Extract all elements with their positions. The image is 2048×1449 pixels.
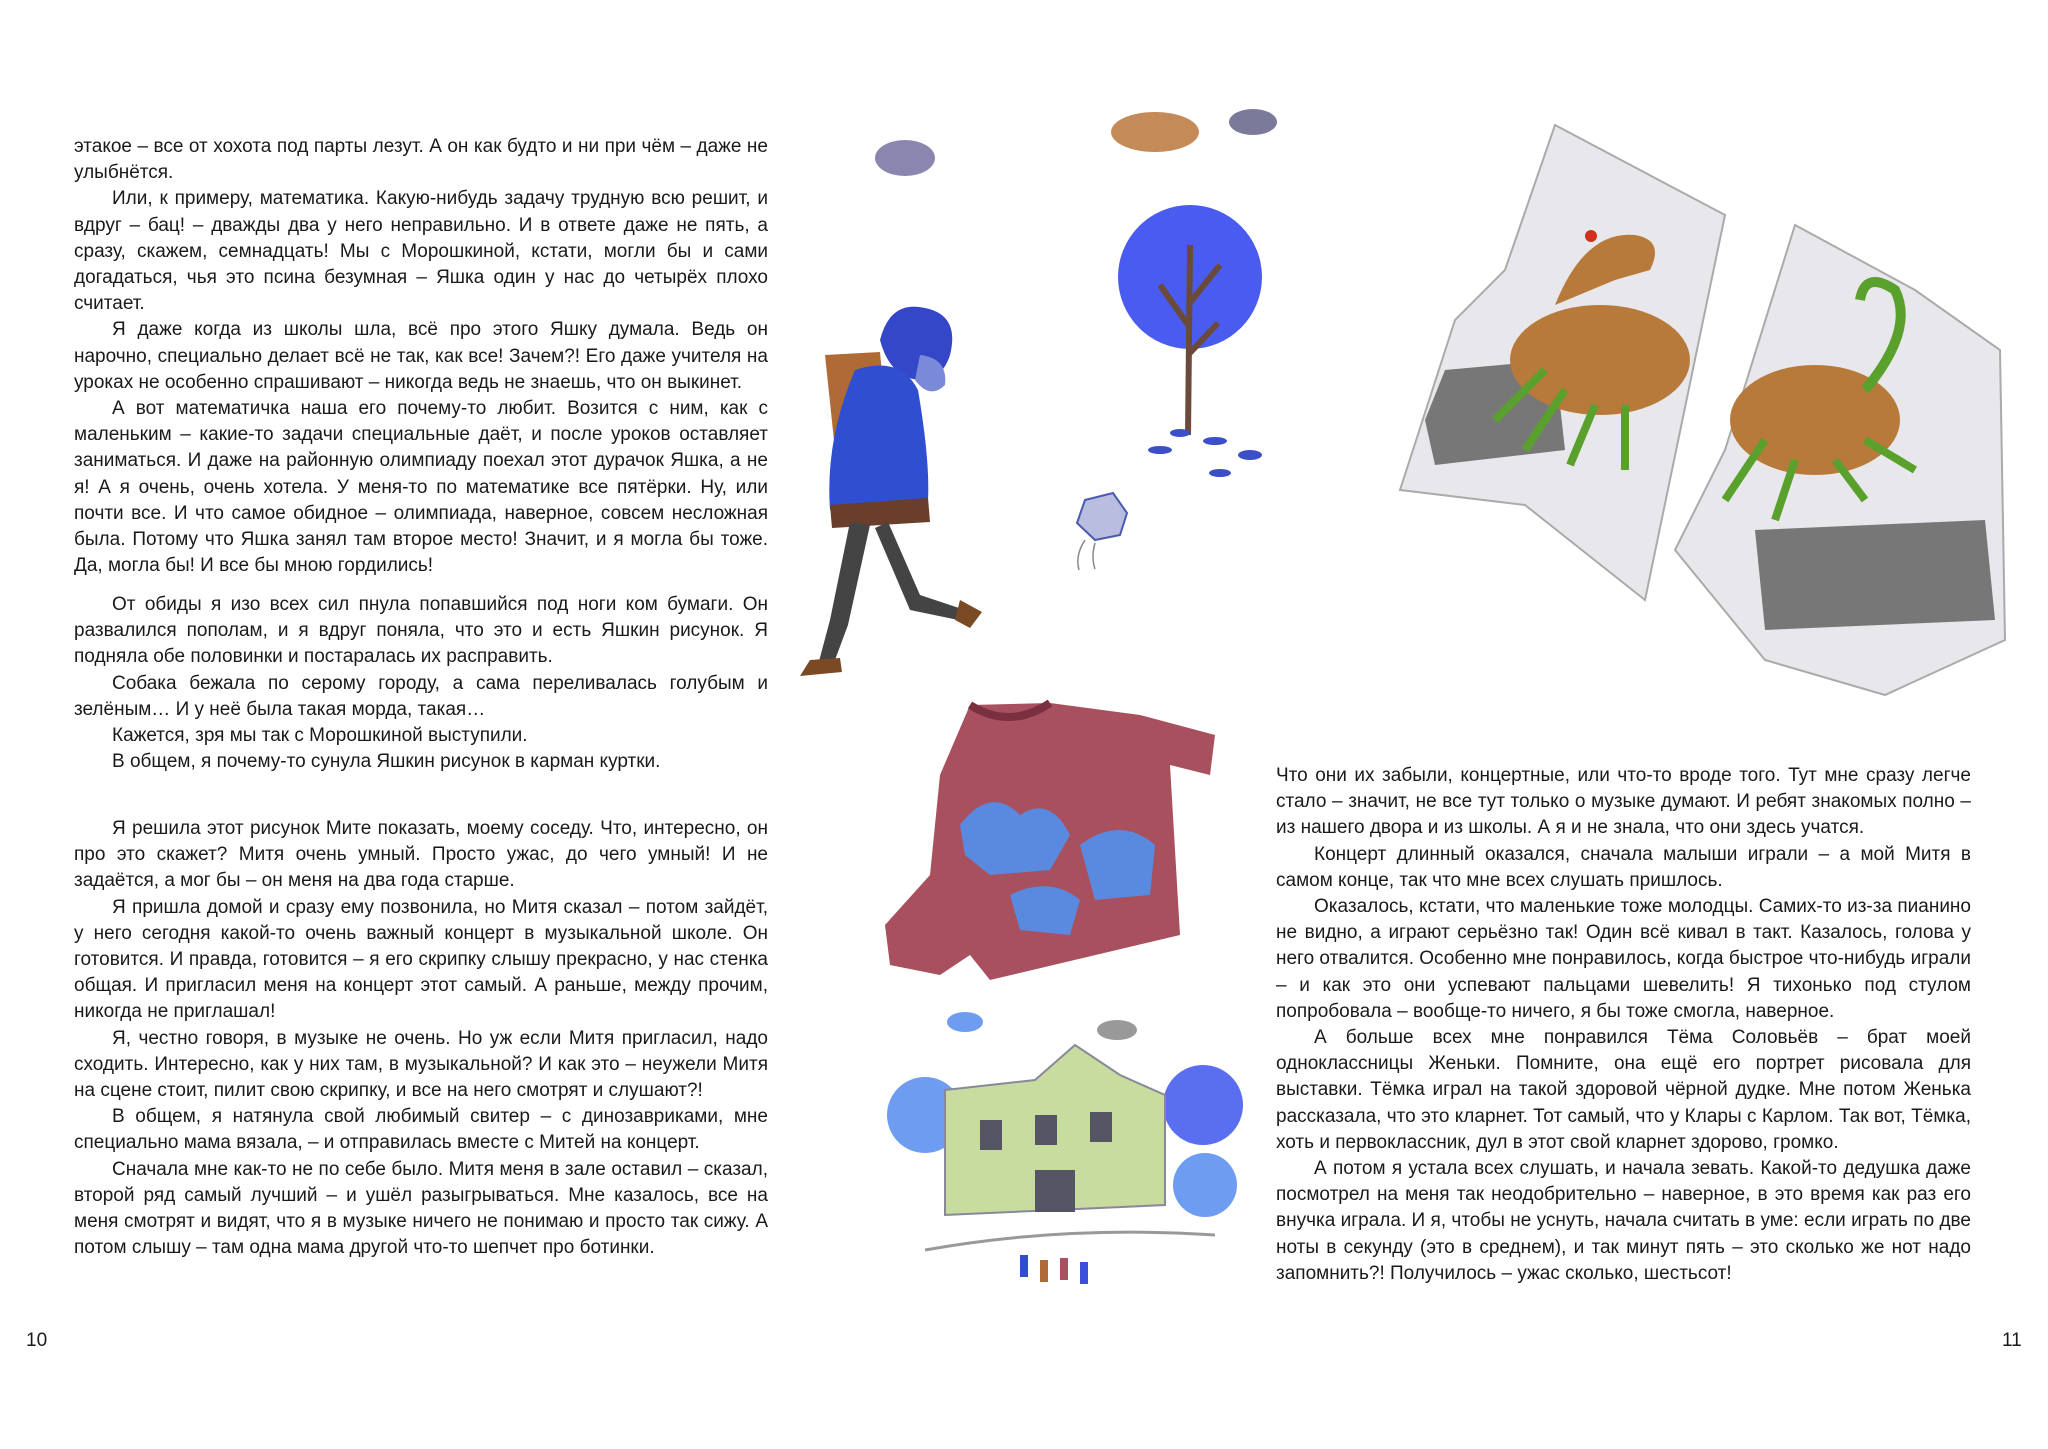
page-number-left: 10 xyxy=(26,1330,48,1351)
paragraph: Я пришла домой и сразу ему позвонила, но Митя сказал – потом зайдёт, у него сегодня какой-то очень важный концерт в музыкальной школе. Он готовится. И правда, готовится – я его скрипку слышу прекрасно, у нас стенка общая. И пригласил меня на концерт этот самый. А раньше, между прочим, никогда не приглашал! xyxy=(74,896,768,1023)
paragraph: Я даже когда из школы шла, всё про этого Яшку думала. Ведь он нарочно, специально делает всё не так, как все! Зачем?! Его даже учителя на уроках не особенно спрашивают – никогда ведь не знаешь, что он выкинет. xyxy=(74,319,768,393)
paragraph: А больше всех мне понравился Тёма Соловьёв – брат моей одноклассницы Женьки. Помните, она ещё его портрет рисовала для выставки. Тёмка играл на такой здоровой чёрной дудке. Мне потом Женька рассказала, что это кларнет. Тот самый, что у Клары с Карлом. Так вот, Тёмка, хоть и первоклассник, дул в этот свой кларнет здорово, громко. xyxy=(1276,1027,1971,1153)
grey-city-right xyxy=(1755,520,1995,630)
cloud-blob xyxy=(1097,1020,1137,1040)
paragraph: Или, к примеру, математика. Какую-нибудь задачу трудную всю решит, и вдруг – бац! – дважды два у него неправильно. И в ответе даже не пять, а сразу, скажем, семнадцать! Мы с Морошкиной, кстати, могли бы и сами догадаться, чья это псина безумная – Яшка один у нас до четырёх плохо считает. xyxy=(74,188,768,315)
paragraph: Сначала мне как-то не по себе было. Митя меня в зале оставил – сказал, второй ряд самый лучший – и ушёл разыгрываться. Мне казалось, все на меня смотрят и видят, что я в музыке ничего не понимаю и просто так сижу. А потом слышу – там одна мама другой что-то шепчет про ботинки. xyxy=(74,1158,768,1259)
blue-tree-illustration xyxy=(1100,205,1290,485)
left-page-text-block-1 xyxy=(74,134,768,579)
color-blobs-illustration xyxy=(860,100,1300,180)
leaf xyxy=(1203,437,1227,445)
child-figure xyxy=(1040,1260,1048,1282)
cloud-blob xyxy=(947,1012,983,1032)
entrance-door xyxy=(1035,1170,1075,1212)
left-boot xyxy=(800,658,842,676)
paper-ball xyxy=(1077,493,1127,540)
music-school-illustration xyxy=(885,1010,1245,1300)
paragraph: Я решила этот рисунок Мите показать, моему соседу. Что, интересно, он про это скажет? Митя очень умный. Просто ужас, до чего умный! И не задаётся, а мог бы – он меня на два года старше. xyxy=(74,818,768,892)
left-leg xyxy=(818,522,870,668)
dinosaur-sweater-illustration xyxy=(880,695,1220,995)
paragraph: Оказалось, кстати, что маленькие тоже молодцы. Самих-то из-за пианино не видно, а играют серьёзно так! Один всё кивал в такт. Казалось, голова у него отвалится. Особенно мне понравилось, когда быстрое что-нибудь играли – и как это они успевают пальцами шевелить! Я тихонько под стулом попробовала – вообще-то ничего, я бы тоже смогла, наверное. xyxy=(1276,896,1971,1022)
purple-blob xyxy=(875,140,935,176)
right-page-text-block xyxy=(1276,763,1971,1287)
dog-nose xyxy=(1585,230,1597,242)
paragraph: В общем, я натянула свой любимый свитер – с динозавриками, мне специально мама вязала, – и отправилась вместе с Митей на концерт. xyxy=(74,1106,768,1154)
left-page-text-block-2 xyxy=(74,592,768,775)
leaf xyxy=(1209,469,1231,477)
tree-crown xyxy=(1163,1065,1243,1145)
paragraph: Я, честно говоря, в музыке не очень. Но уж если Митя пригласил, надо сходить. Интересно, как у них там, в музыкальной? И как это – неужели Митя на сцене стоит, пилит свою скрипку, и все на него смотрят и слушают?! xyxy=(74,1027,768,1102)
child-figure xyxy=(1080,1262,1088,1284)
paragraph: А вот математичка наша его почему-то любит. Возится с ним, как с маленьким – какие-то задачи специальные даёт, и после уроков оставляет заниматься. И даже на районную олимпиаду поехал этот дурачок Яшка, а не я! А я очень, очень хотела. У меня-то по математике все пятёрки. Ну, или почти все. И что самое обидное – олимпиада, наверное, совсем несложная была. Потому что Яшка занял там второе место! Значит, и я могла бы тоже. Да, могла бы! И все бы мною гордились! xyxy=(74,398,768,577)
paragraph: А потом я устала всех слушать, и начала зевать. Какой-то дедушка даже посмотрел на меня так неодобрительно – наверное, в это время как раз его внучка играла. И я, чтобы не уснуть, начала считать в уме: если играть по две ноты в секунду (это в среднем), и так минут пять – это сколько же нот надо запомнить?! Получилось – ужас сколько, шестьсот! xyxy=(1276,1158,1971,1284)
walking-girl-illustration xyxy=(770,260,1000,680)
paragraph: этакое – все от хохота под парты лезут. А он как будто и ни при чём – даже не улыбнётся. xyxy=(74,136,768,184)
page-number-right: 11 xyxy=(2002,1330,2022,1351)
child-figure xyxy=(1060,1258,1068,1280)
window xyxy=(1035,1115,1057,1145)
right-boot xyxy=(955,600,982,628)
leaf xyxy=(1238,450,1262,460)
paragraph: Собака бежала по серому городу, а сама переливалась голубым и зелёным… И у неё была такая морда, такая… xyxy=(74,672,768,720)
tree-crown xyxy=(1173,1153,1237,1217)
window xyxy=(980,1120,1002,1150)
leaf xyxy=(1148,446,1172,454)
window xyxy=(1090,1112,1112,1142)
orange-blob xyxy=(1111,112,1199,152)
leaf xyxy=(1170,429,1190,437)
paragraph: В общем, я почему-то сунула Яшкин рисунок в карман куртки. xyxy=(112,751,661,773)
right-leg xyxy=(875,522,968,622)
crumpled-paper-illustration xyxy=(1065,485,1135,575)
paragraph: Концерт длинный оказался, сначала малыши играли – а мой Митя в самом конце, так что мне всех слушать пришлось. xyxy=(1276,843,1971,891)
motion-lines xyxy=(1078,540,1095,570)
torn-dog-drawing-illustration xyxy=(1395,120,2025,710)
child-figure xyxy=(1020,1255,1028,1277)
dog-body-left xyxy=(1510,305,1690,415)
paragraph: От обиды я изо всех сил пнула попавшийся под ноги ком бумаги. Он развалился пополам, и я вдруг поняла, что это и есть Яшкин рисунок. Я подняла обе половинки и постаралась их расправить. xyxy=(74,594,768,668)
left-page-text-block-3 xyxy=(74,816,768,1261)
path-line xyxy=(925,1232,1215,1250)
dinosaur-blue-3 xyxy=(1010,886,1080,935)
paragraph: Что они их забыли, концертные, или что-то вроде того. Тут мне сразу легче стало – значит, не все тут только о музыке думают. И ребят знакомых полно – из нашего двора и из школы. А я и не знала, что они здесь учатся. xyxy=(1276,765,1971,839)
paragraph: Кажется, зря мы так с Морошкиной выступили. xyxy=(112,725,528,747)
grey-blob xyxy=(1229,109,1277,135)
